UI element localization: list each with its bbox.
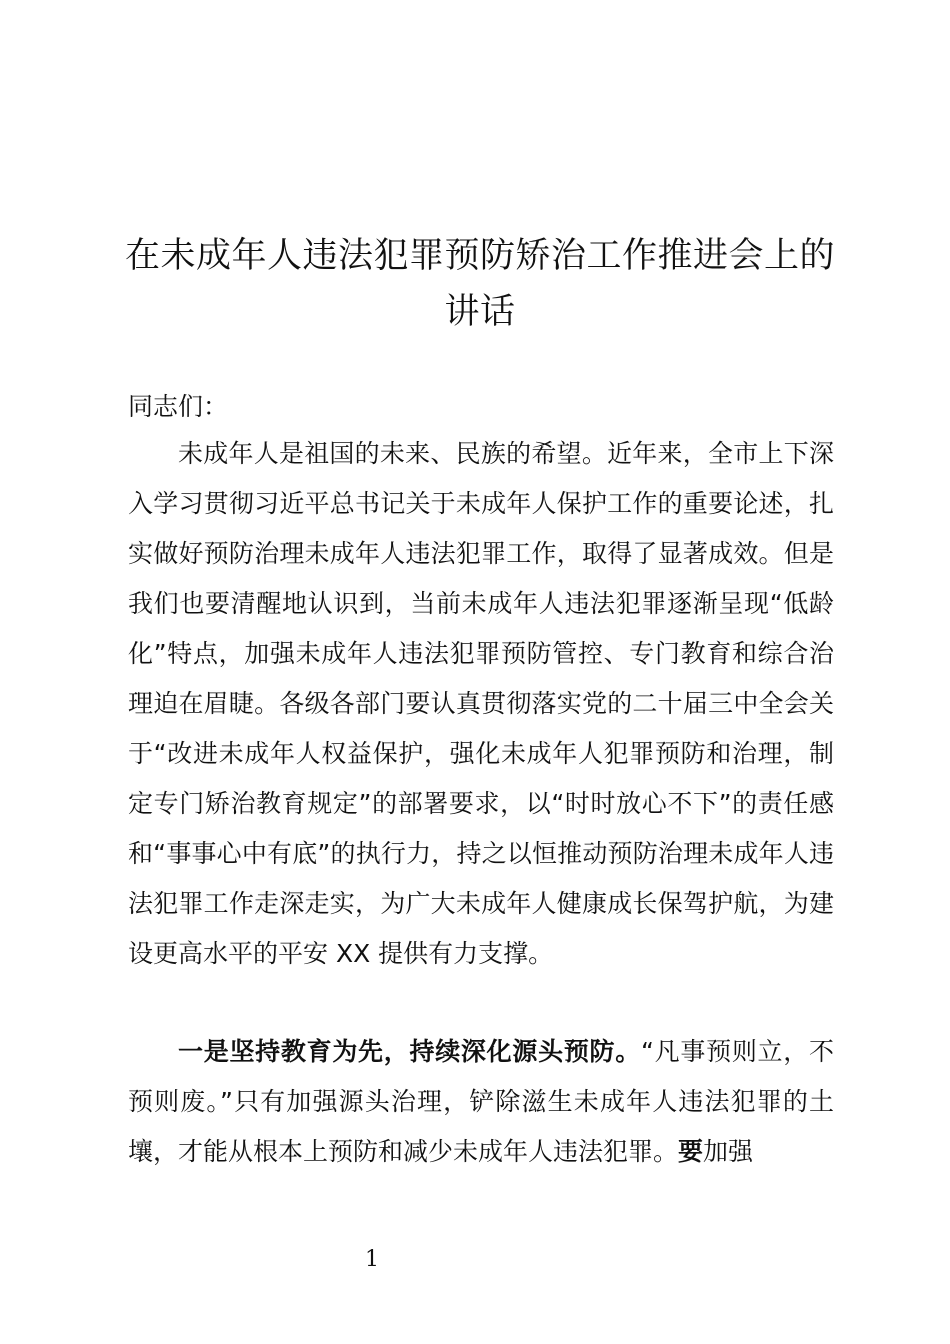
salutation: 同志们：	[128, 392, 229, 421]
point-one-heading: 一是坚持教育为先，持续深化源头预防。	[178, 1037, 641, 1066]
document-title: 在未成年人违法犯罪预防矫治工作推进会上的讲话	[124, 236, 835, 332]
paragraph-intro: 未成年人是祖国的未来、民族的希望。近年来，全市上下深入学习贯彻习近平总书记关于未成年人保护工作的重要论述，扎实做好预防治理未成年人违法犯罪工作，取得了显著成效。但是我们也要清醒地认识到，当前未成年人违法犯罪逐渐呈现“低龄化”特点，加强未成年人违法犯罪预防管控、专门教育和综合治理迫在眉睫。各级各部门要认真贯彻落实党的二十届三中全会关于“改进未成年人权益保护，强化未成年人犯罪预防和治理，制定专门矫治教育规定”的部署要求，以“时时放心不下”的责任感和“事事心中有底”的执行力，持之以恒推动预防治理未成年人违法犯罪工作走深走实，为广大未成年人健康成长保驾护航，为建设更高水平的平安 XX 提供有力支撑。	[128, 439, 834, 968]
point-one-bold-word: 要	[678, 1137, 704, 1166]
point-one-text: “凡事预则立，不预则废。”只有加强源头治理，铲除滋生未成年人违法犯罪的土壤，才能从根本上预防和减少未成年人违法犯罪。	[128, 1037, 834, 1166]
point-one-tail: 加强	[703, 1137, 754, 1166]
page-number: 1	[365, 1247, 379, 1272]
paragraph-point-one	[128, 1027, 834, 1177]
